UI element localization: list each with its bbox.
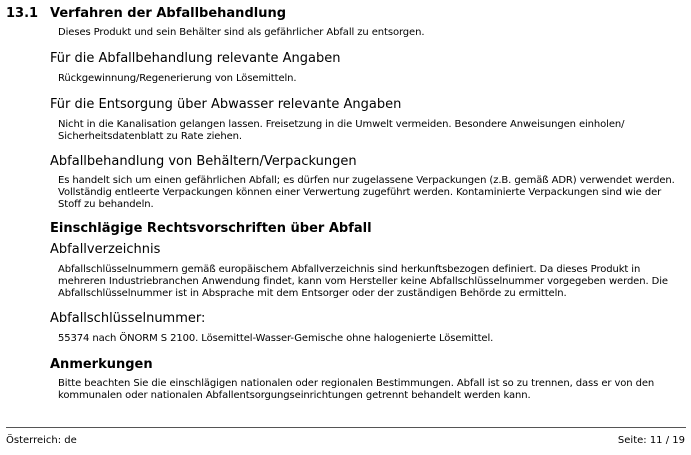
sewage-text: Nicht in die Kanalisation gelangen lassen. Freisetzung in die Umwelt vermeiden. Besondere Anweisungen einholen/ Sicherheitsdatenblatt zu Rate ziehen.	[58, 119, 625, 142]
containers-text: Es handelt sich um einen gefährlichen Abfall; es dürfen nur zugelassene Verpackungen (z.B. gemäß ADR) verwendet werden. Vollständig entleerte Verpackungen können einer Verwertung zugeführt werden. Kontaminierte Verpackungen sind wie der Stoff zu behandeln.	[58, 175, 675, 210]
sewage-heading: Für die Entsorgung über Abwasser relevante Angaben	[50, 97, 402, 112]
waste-directory-heading: Abfallverzeichnis	[50, 242, 161, 257]
section-number: 13.1	[6, 6, 39, 21]
footer-page-number: Seite: 11 / 19	[617, 435, 685, 446]
waste-code-text: 55374 nach ÖNORM S 2100. Lösemittel-Wasser-Gemische ohne halogenierte Lösemittel.	[58, 333, 494, 344]
section-intro-text: Dieses Produkt und sein Behälter sind als gefährlicher Abfall zu entsorgen.	[58, 27, 425, 38]
section-content	[50, 6, 684, 402]
footer-divider	[6, 427, 686, 428]
regulations-heading: Einschlägige Rechtsvorschriften über Abfall	[50, 221, 372, 236]
section-title: Verfahren der Abfallbehandlung	[50, 6, 287, 21]
remarks-heading: Anmerkungen	[50, 357, 153, 372]
footer-country-language: Österreich: de	[6, 435, 77, 446]
relevant-info-text: Rückgewinnung/Regenerierung von Lösemitteln.	[58, 73, 297, 84]
containers-heading: Abfallbehandlung von Behältern/Verpackungen	[50, 154, 357, 169]
remarks-text: Bitte beachten Sie die einschlägigen nationalen oder regionalen Bestimmungen. Abfall ist so zu trennen, dass er von den kommunalen oder nationalen Abfallentsorgungseinrichtungen getrennt behandelt werden kann.	[58, 378, 655, 401]
relevant-info-heading: Für die Abfallbehandlung relevante Angaben	[50, 51, 341, 66]
waste-code-heading: Abfallschlüsselnummer:	[50, 311, 206, 326]
waste-directory-text: Abfallschlüsselnummern gemäß europäischem Abfallverzeichnis sind herkunftsbezogen definiert. Da dieses Produkt in mehreren Industriebranchen Anwendung findet, kann vom Hersteller keine Abfallschlüsselnummer vorgegeben werden. Die Abfallschlüsselnummer ist in Absprache mit dem Entsorger oder der zuständigen Behörde zu ermitteln.	[58, 264, 668, 299]
